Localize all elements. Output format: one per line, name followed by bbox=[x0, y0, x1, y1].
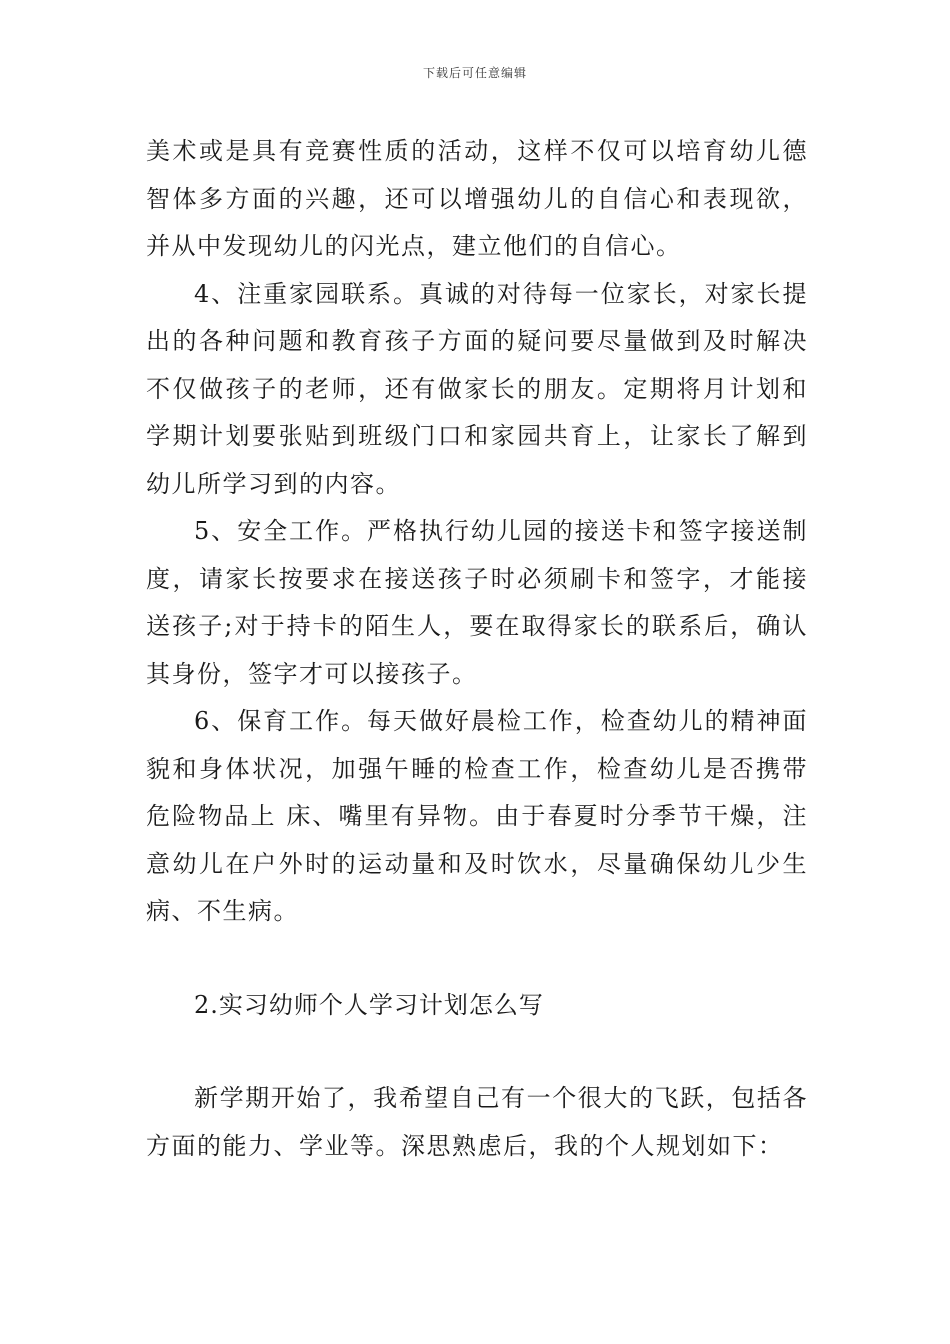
paragraph-care-work: 6、保育工作。每天做好晨检工作，检查幼儿的精神面貌和身体状况，加强午睡的检查工作，检查幼儿是否携带危险物品上 床、嘴里有异物。由于春夏时分季节干燥，注意幼儿在户外时的运动量和及时饮水，尽量确保幼儿少生病、不生病。 bbox=[146, 707, 808, 925]
paragraph-family-contact: 4、注重家园联系。真诚的对待每一位家长，对家长提出的各种问题和教育孩子方面的疑问要尽量做到及时解决不仅做孩子的老师，还有做家长的朋友。定期将月计划和学期计划要张贴到班级门口和家园共育上，让家长了解到幼儿所学习到的内容。 bbox=[146, 279, 808, 498]
paragraph-1: 美术或是具有竞赛性质的活动，这样不仅可以培育幼儿德智体多方面的兴趣，还可以增强幼儿的自信心和表现欲，并从中发现幼儿的闪光点，建立他们的自信心。 bbox=[146, 137, 808, 260]
paragraph-safety-work: 5、安全工作。严格执行幼儿园的接送卡和签字接送制度，请家长按要求在接送孩子时必须刷卡和签字，才能接送孩子;对于持卡的陌生人，要在取得家长的联系后，确认其身份，签字才可以接孩子。 bbox=[146, 517, 808, 688]
page-header-note: 下载后可任意编辑 bbox=[422, 66, 527, 80]
paragraph-new-semester: 新学期开始了，我希望自己有一个很大的飞跃，包括各方面的能力、学业等。深思熟虑后，我的个人规划如下： bbox=[146, 1084, 808, 1160]
document-body bbox=[146, 128, 808, 1170]
section-heading: 2.实习幼师个人学习计划怎么写 bbox=[194, 990, 544, 1019]
